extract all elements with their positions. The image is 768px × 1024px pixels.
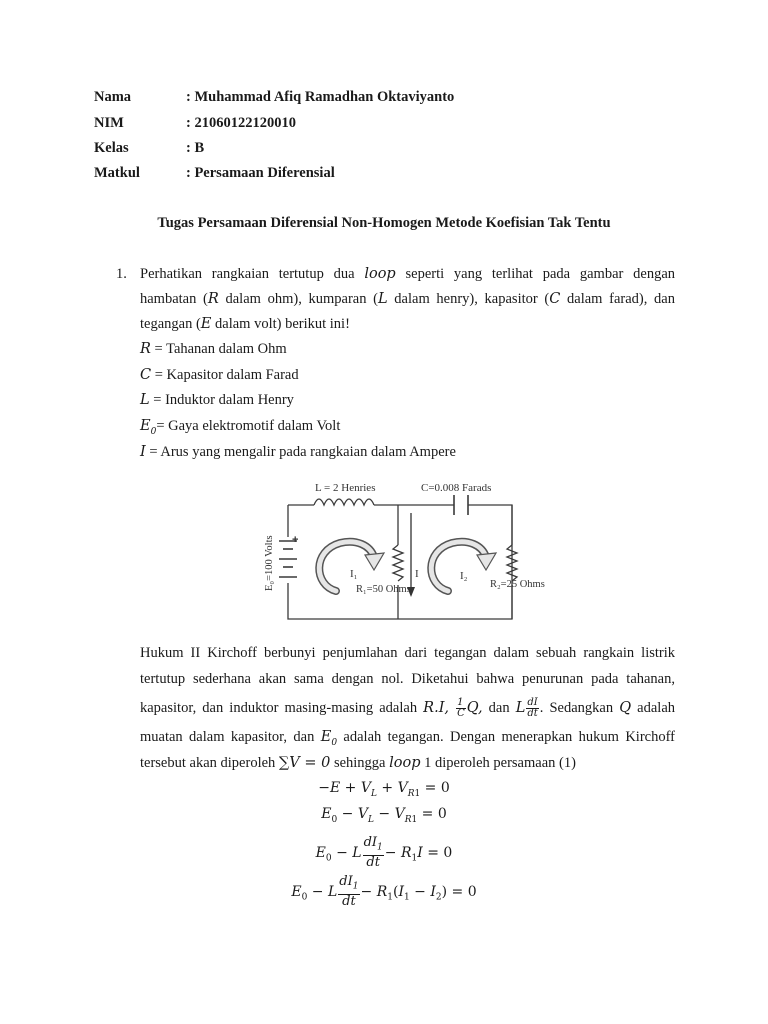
text: dalam farad), dan xyxy=(560,291,675,307)
definition-c xyxy=(140,367,299,384)
q1-line-3 xyxy=(140,316,350,333)
text: muatan dalam kapasitor, dan xyxy=(140,729,321,745)
def-text: Induktor dalam Henry xyxy=(165,392,294,408)
def-subscript: 0 xyxy=(150,426,157,437)
numerator: dI xyxy=(527,697,538,708)
def-symbol: R xyxy=(140,341,151,357)
resistor-r1-symbol xyxy=(393,545,403,581)
nim-label: NIM xyxy=(94,115,124,131)
battery-plus-label: + xyxy=(292,534,299,546)
text: tegangan ( xyxy=(140,316,201,332)
loop-term: loop xyxy=(389,755,421,771)
question-number: 1. xyxy=(116,266,127,282)
text: . Sedangkan xyxy=(539,699,620,716)
document-title: Tugas Persamaan Diferensial Non-Homogen Metode Koefisian Tak Tentu xyxy=(157,215,611,231)
subscript: 0 xyxy=(331,737,338,748)
resistor-r2-symbol xyxy=(507,545,517,581)
nama-label: Nama xyxy=(94,89,132,105)
definition-r xyxy=(140,341,287,358)
para-line-3 xyxy=(140,698,675,719)
inductor-label: L = 2 Henries xyxy=(315,482,376,494)
kelas-label: Kelas xyxy=(94,140,129,156)
equation-4: $E_0 - L$ $\frac{dI_1}{dt}$ − $R_1(I_1 - I_2) = 0$ xyxy=(291,874,477,909)
capacitor-symbol xyxy=(454,495,468,515)
q-term: Q, xyxy=(466,699,483,716)
i2-label: I₂ xyxy=(460,570,468,582)
matkul-value: : Persamaan Diferensial xyxy=(186,165,335,181)
text: Perhatikan rangkaian tertutup dua xyxy=(140,266,365,282)
text: dalam volt) berikut ini! xyxy=(211,316,350,332)
numerator: 1 xyxy=(456,698,466,709)
q-symbol: Q xyxy=(619,699,632,716)
l-term: L xyxy=(515,699,526,716)
para-line-1: Hukum II Kirchoff berbunyi penjumlahan dari tegangan dalam sebuah rangkain listrik xyxy=(140,645,675,661)
ri-term: R.I, xyxy=(423,699,450,716)
text: seperti yang terlihat pada gambar dengan xyxy=(395,266,676,282)
fraction-di-dt xyxy=(526,698,538,719)
text: dalam ohm), kumparan ( xyxy=(218,291,378,307)
def-text: Gaya elektromotif dalam Volt xyxy=(168,418,341,434)
denominator: dt xyxy=(527,708,538,719)
equation-2: $E_0 - V_L - V_{R1} = 0$ xyxy=(321,806,447,825)
def-text: Kapasitor dalam Farad xyxy=(166,367,299,383)
text: dalam henry), kapasitor ( xyxy=(387,291,550,307)
q1-line-1 xyxy=(140,266,675,283)
definition-l xyxy=(140,392,294,409)
i-label: I xyxy=(415,568,419,580)
fraction-1-over-c xyxy=(456,698,466,719)
def-text: Arus yang mengalir pada rangkaian dalam Ampere xyxy=(160,444,456,460)
symbol-l: L xyxy=(377,291,388,307)
q1-line-2 xyxy=(140,291,675,308)
def-symbol: E xyxy=(140,418,151,434)
symbol-e: E xyxy=(200,316,212,332)
text: sehingga xyxy=(330,755,390,771)
e-symbol: E xyxy=(320,729,332,745)
def-text: Tahanan dalam Ohm xyxy=(166,341,287,357)
def-eq: = xyxy=(149,392,166,408)
loop-term: loop xyxy=(364,266,396,282)
text: adalah tegangan. Dengan menerapkan hukum Kirchoff xyxy=(337,729,675,745)
def-symbol: L xyxy=(140,392,150,408)
nim-value: : 21060122120010 xyxy=(186,115,296,131)
para-line-4 xyxy=(140,729,675,748)
definition-i xyxy=(140,444,456,461)
capacitor-label: C=0.008 Farads xyxy=(421,482,492,494)
i1-label: I₁ xyxy=(350,568,358,580)
text: tersebut akan diperoleh xyxy=(140,755,279,771)
def-eq: = xyxy=(156,418,169,434)
sum-expression: ∑V = 0 xyxy=(278,755,331,771)
def-eq: = xyxy=(151,367,167,383)
symbol-r: R xyxy=(207,291,219,307)
r2-label: R₂=25 Ohms xyxy=(490,579,545,590)
denominator: C xyxy=(457,708,465,719)
def-eq: = xyxy=(145,444,161,460)
nama-value: : Muhammad Afiq Ramadhan Oktaviyanto xyxy=(186,89,455,105)
para-line-2: tertutup sederhana akan sama dengan nol. Diketahui bahwa penurunan pada tahanan, xyxy=(140,671,675,687)
definition-e0 xyxy=(140,418,340,437)
r1-label: R₁=50 Ohms xyxy=(356,584,411,595)
fraction-di1-dt: $\frac{dI_1}{dt}$ xyxy=(363,835,383,870)
text: 1 diperoleh persamaan (1) xyxy=(420,755,576,771)
loop-arrow-2 xyxy=(431,542,496,591)
source-label: E₀=100 Volts xyxy=(264,535,275,591)
inductor-symbol xyxy=(314,499,374,505)
text: adalah xyxy=(631,699,676,716)
equation-1: $-E + V_L + V_{R1} = 0$ xyxy=(318,780,450,799)
text: kapasitor, dan induktor masing-masing adalah xyxy=(140,699,424,716)
matkul-label: Matkul xyxy=(94,165,140,181)
fraction-di1-dt: $\frac{dI_1}{dt}$ xyxy=(339,874,359,909)
para-line-5 xyxy=(140,755,576,772)
text: dan xyxy=(482,699,516,716)
equation-3: $E_0 - L$ $\frac{dI_1}{dt}$ − $R_1I = 0$ xyxy=(315,835,453,870)
circuit-diagram xyxy=(258,473,558,623)
kelas-value: : B xyxy=(186,140,205,156)
def-symbol: C xyxy=(140,367,152,383)
def-eq: = xyxy=(150,341,167,357)
symbol-c: C xyxy=(549,291,561,307)
def-symbol: I xyxy=(140,444,146,460)
text: hambatan ( xyxy=(140,291,208,307)
